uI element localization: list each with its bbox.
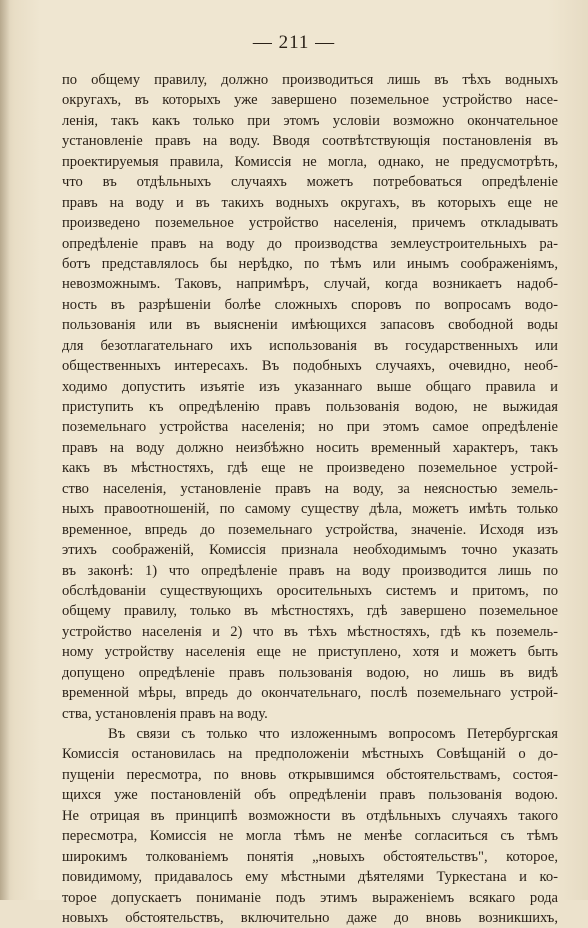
text-line: этихъ соображеній, Комиссія признала необходимымъ точно указать bbox=[62, 542, 558, 559]
binding-gutter-shadow bbox=[0, 0, 10, 900]
body-text bbox=[62, 70, 558, 928]
text-line: ство населенія, установленіе правъ на воду, за неясностью земель- bbox=[62, 480, 558, 497]
text-line: Не отрицая въ принципѣ возможности въ отдѣльныхъ случаяхъ такого bbox=[62, 807, 558, 824]
page-number: — 211 — bbox=[252, 32, 336, 53]
text-line: ному устройству населенія еще не приступлено, хотя и можетъ быть bbox=[62, 644, 558, 661]
text-line: правъ на воду должно неизбѣжно носить временный характеръ, такъ bbox=[62, 439, 558, 456]
text-line: ность въ разрѣшеніи болѣе сложныхъ споровъ по вопросамъ водо- bbox=[62, 296, 558, 313]
text-line: обслѣдованіи существующихъ оросительныхъ системъ и притомъ, по bbox=[62, 582, 558, 599]
text-line: пущеніи пересмотра, по вновь открывшимся обстоятельствамъ, состоя- bbox=[62, 766, 558, 783]
text-line: для безотлагательнаго ихъ использованія въ государственныхъ или bbox=[62, 337, 558, 354]
text-line: Комиссія остановилась на предположеніи мѣстныхъ Совѣщаній о до- bbox=[62, 746, 558, 763]
text-line: торое допускаетъ пониманіе подъ этимъ выраженіемъ всякаго рода bbox=[62, 889, 558, 906]
text-line: какъ въ мѣстностяхъ, гдѣ еще не произведено поземельное устрой- bbox=[62, 460, 558, 477]
text-line: Въ связи съ только что изложеннымъ вопросомъ Петербургская bbox=[108, 726, 558, 742]
paragraph-2 bbox=[62, 724, 558, 928]
text-line: временной мѣры, впредь до окончательнаго, послѣ поземельнаго устрой- bbox=[62, 685, 558, 702]
text-line: широкимъ толкованіемъ понятія „новыхъ обстоятельствъ", которое, bbox=[62, 848, 558, 865]
text-line: ленія, такъ какъ только при этомъ условіи возможно окончательное bbox=[62, 112, 558, 129]
text-line: допущено опредѣленіе правъ пользованія водою, но лишь въ видѣ bbox=[62, 664, 558, 681]
text-line: повидимому, придавалось ему мѣстными дѣятелями Туркестана и ко- bbox=[62, 869, 558, 886]
text-line: опредѣленіе правъ на воду до производства землеустроительныхъ ра- bbox=[62, 235, 558, 252]
text-line: общему правилу, только въ мѣстностяхъ, гдѣ завершено поземельное bbox=[62, 603, 558, 620]
text-line: новыхъ обстоятельствъ, включительно даже до вновь возникшихъ, bbox=[62, 909, 558, 926]
text-line: временное, впредь до поземельнаго устройства, значеніе. Исходя изъ bbox=[62, 521, 558, 538]
text-line: ботъ представлялось бы нерѣдко, по тѣмъ или инымъ соображеніямъ, bbox=[62, 255, 558, 272]
text-line: приступить къ опредѣленію правъ пользованія водою, не выжидая bbox=[62, 399, 558, 415]
text-line: ходимо допустить изъятіе изъ указаннаго выше общаго правила и bbox=[62, 378, 558, 395]
paragraph-1 bbox=[62, 70, 558, 724]
text-line: поземельнаго устройства населенія; но при этомъ самое опредѣленіе bbox=[62, 419, 558, 436]
text-line: по общему правилу, должно производиться лишь въ тѣхъ водныхъ bbox=[62, 72, 558, 88]
text-line: проектируемыя правила, Комиссія не могла, однако, не предусмотрѣть, bbox=[62, 153, 558, 170]
text-line: произведено поземельное устройство населенія, причемъ откладывать bbox=[62, 215, 558, 232]
text-line: установленіе правъ на воду. Вводя соотвѣтствующія постановленія въ bbox=[62, 133, 558, 150]
text-line: округахъ, въ которыхъ уже завершено поземельное устройство насе- bbox=[62, 92, 558, 109]
text-line: щихся уже постановленій объ опредѣленіи правъ пользованія водою. bbox=[62, 787, 558, 804]
text-line: правъ на воду и въ такихъ водныхъ округахъ, въ которыхъ еще не bbox=[62, 194, 558, 211]
text-line: пользованія или въ выясненіи имѣющихся запасовъ свободной воды bbox=[62, 317, 558, 334]
text-line: ства, установленія правъ на воду. bbox=[62, 705, 268, 722]
text-line: ныхъ правоотношеній, по самому существу дѣла, можетъ имѣть только bbox=[62, 501, 558, 518]
text-line: что въ отдѣльныхъ случаяхъ можетъ потребоваться опредѣленіе bbox=[62, 174, 558, 191]
text-line: общественныхъ интересахъ. Въ подобныхъ случаяхъ, очевидно, необ- bbox=[62, 358, 558, 375]
text-line: устройство населенія и 2) что въ тѣхъ мѣстностяхъ, гдѣ къ поземель- bbox=[62, 623, 558, 640]
text-line: въ законѣ: 1) что опредѣленіе правъ на воду производится лишь по bbox=[62, 562, 558, 579]
text-line: пересмотра, Комиссія не могла тѣмъ не менѣе согласиться съ тѣмъ bbox=[62, 828, 558, 845]
text-line: невозможнымъ. Таковъ, напримѣръ, случай, когда возникаетъ надоб- bbox=[62, 276, 558, 293]
